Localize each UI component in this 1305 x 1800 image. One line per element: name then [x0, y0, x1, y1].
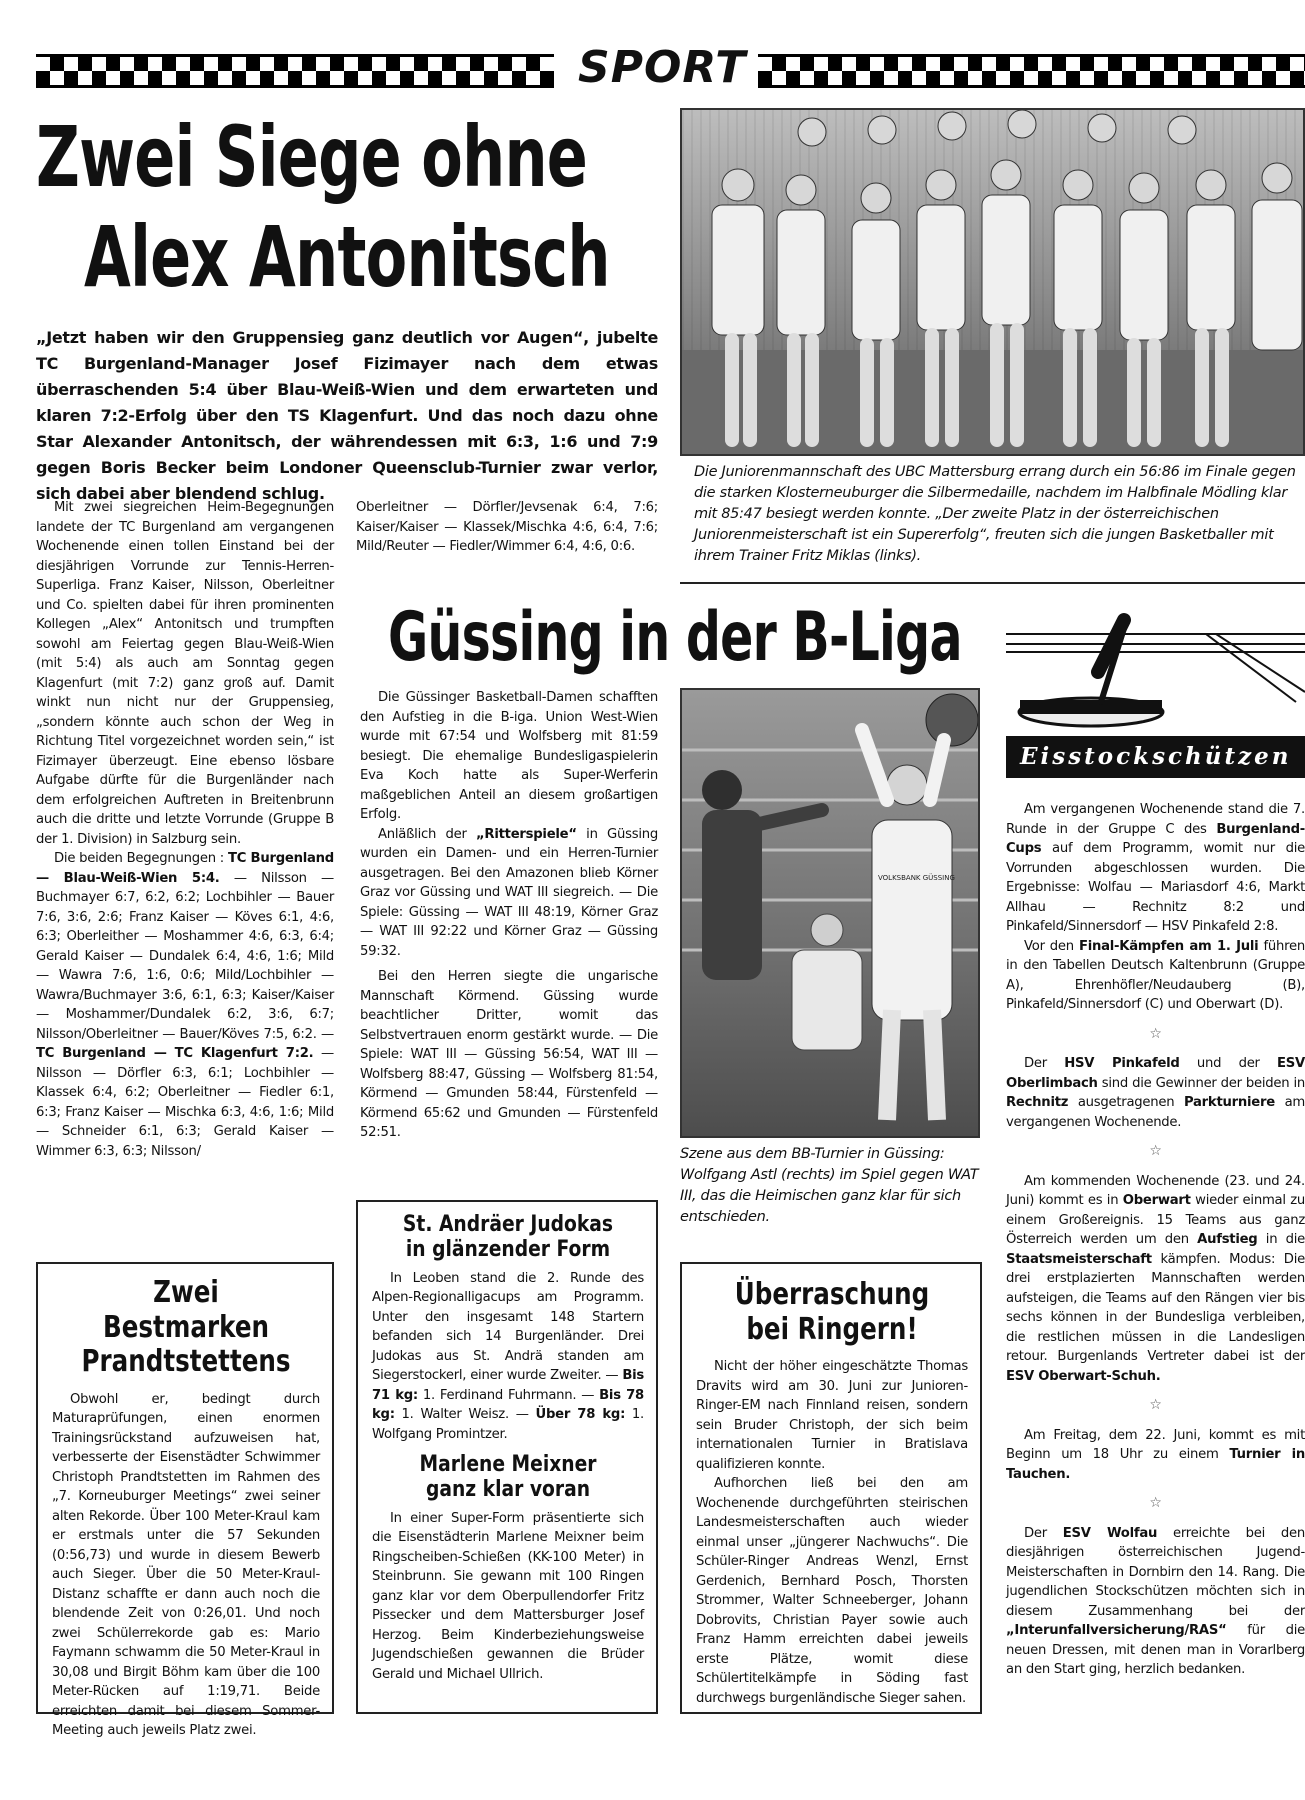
- main-p2-results1: — Nilsson — Buchmayer 6:7, 6:2, 6:2; Lochbihler — Bauer 7:6, 3:6, 2:6; Franz Kaiser — Köves 6:1, 4:6, 6:3; Oberleither — Moshammer 4:6, 6:3, 6:4; Gerald Kaiser — Dundalek 6:4, 4:6, 1:6; Mild — Wawra 7:6, 1:6, 0:6; Mild/Lochbihler — Wawra/Buchmayer 3:6, 6:1, 6:3; Kaiser/Kaiser — Moshammer/Dundalek 6:2, 3:6, 6:7; Nilsson/Oberleitner — Bauer/Köves 7:5, 6:2. —: [36, 870, 334, 1042]
- eisstock-p4-c: in die: [1257, 1232, 1305, 1247]
- eisstock-p5-bold: Turnier in Tauchen.: [1006, 1447, 1305, 1482]
- star-separator-3: ☆: [1149, 1397, 1162, 1413]
- eisstock-p3-bold1: HSV Pinkafeld: [1064, 1056, 1180, 1071]
- star-separator-1: ☆: [1149, 1025, 1162, 1042]
- eisstock-p3-e: am vergangenen Wochenende.: [1006, 1095, 1305, 1130]
- jersey-text: VOLKSBANK GÜSSING: [878, 874, 955, 882]
- main-lead: „Jetzt haben wir den Gruppensieg ganz deutlich vor Augen“, jubelte TC Burgenland-Manager Josef Fizimayer nach dem etwas überraschenden 5:4 über Blau-Weiß-Wien und dem erwarteten und klaren 7:2-Erfolg über den TS Klagenfurt. Und das noch dazu ohne Star Alexander Antonitsch, der währendessen mit 6:3, 1:6 und 7:9 gegen Boris Becker beim Londoner Queensclub-Turnier zwar verlor, sich dabei aber blendend schlug.: [36, 328, 658, 503]
- eisstock-p4-bold3: Staatsmeisterschaft: [1006, 1251, 1152, 1267]
- bestmarken-text: Obwohl er, bedingt durch Maturaprüfungen, einen enormen Trainingsrückstand aufzuweisen hat, verbesserte der Eisenstädter Schwimmer Christoph Prandtstetten im Rahmen des „7. Korneuburger Meetings“ zwei seiner alten Rekorde. Über 100 Meter-Kraul kam er erstmals unter die 57 Sekunden (0:56,73) und wurde in diesem Bewerb auch Sieger. Über die 50 Meter-Kraul-Distanz schaffte er dann auch noch die blendende Zeit von 0:26,01. Und noch zwei Schülerrekorde gab es: Mario Faymann schwamm die 50 Meter-Kraul in 30,08 und Birgit Böhm kam über die 100 Meter-Rücken auf 1:19,71. Beide erreichten damit bei diesem Sommer-Meeting auch jeweils Platz zwei.: [52, 1391, 320, 1738]
- judokas-text: [372, 1269, 644, 1445]
- eisstock-p2-a: Vor den: [1024, 938, 1079, 954]
- eisstock-p5-a: Am Freitag, dem 22. Juni, kommt es mit Beginn um 18 Uhr zu einem: [1006, 1427, 1305, 1462]
- main-headline-line1: Zwei Siege ohne: [36, 108, 588, 206]
- eisstock-paragraph-6: [1006, 1524, 1305, 1680]
- eisstock-p4-bold4: ESV Oberwart-Schuh.: [1006, 1368, 1161, 1384]
- judokas-text-d: 1. Wolfgang Promintzer.: [372, 1407, 644, 1442]
- main-headline-line2: Alex Antonitsch: [84, 208, 610, 306]
- bestmarken-box: [36, 1262, 334, 1738]
- eisstock-p1-b: auf dem Programm, womit nur die Vorrunden abgeschlossen wurden. Die Ergebnisse: Wolfau — Mariasdorf 4:6, Markt Allhau — Rechnitz 8:2 und Pinkafeld/Sinnersdorf — HSV Pinkafeld 2:8.: [1006, 841, 1305, 934]
- judokas-headline-2: in glänzender Form: [405, 1237, 611, 1263]
- checkered-band-left: [36, 54, 554, 88]
- judokas-headline-1: St. Andräer Judokas: [402, 1212, 614, 1237]
- ringer-headline-1: Überraschung: [734, 1277, 930, 1312]
- ringer-paragraph-2: Aufhorchen ließ bei den am Wochenende durchgeführten steirischen Landesmeisterschaften auch wieder einmal unser „jüngerer Nachwuchs“. Die Schüler-Ringer Andreas Wenzl, Ernst Gerdenich, Bernhard Posch, Thorsten Strommer, Walter Schneeberger, Johann Dobrovits, Christian Payer sowie auch Franz Hamm erreichten dabei jeweils erste Plätze, womit diese Schülertitelkämpfe in Söding fast durchwegs burgenländische Sieger sahen.: [696, 1476, 968, 1706]
- eisstock-paragraph-2: [1006, 937, 1305, 1015]
- guessing-paragraph-1: Die Güssinger Basketball-Damen schafften den Aufstieg in die B-iga. Union West-Wien wurde mit 67:54 und Wolfsberg mit 81:59 besiegt. Die ehemalige Bundesligaspielerin Eva Koch hatte als Super-Werferin maßgeblichen Anteil an diesem großartigen Erfolg.: [360, 690, 658, 822]
- guessing-paragraph-3: Bei den Herren siegte die ungarische Mannschaft Körmend. Güssing wurde beachtlicher Dritter, womit das Selbstvertrauen enorm gestärkt wurde. — Die Spiele: WAT III — Güssing 56:54, WAT III — Wolfsberg 88:47, Güssing — Wolfsberg 81:54, Körmend — Gmunden 58:44, Fürstenfeld — Körmend 65:62 und Gmunden — Fürstenfeld 52:51.: [360, 969, 658, 1140]
- basketball-photo-caption: Szene aus dem BB-Turnier in Güssing: Wolfgang Astl (rechts) im Spiel gegen WAT III, das die Heimischen ganz klar für sich entschieden.: [680, 1146, 979, 1225]
- ringer-box: [680, 1262, 982, 1714]
- main-paragraph-1: Mit zwei siegreichen Heim-Begegnungen landete der TC Burgenland am vergangenen Wochenende einen tollen Einstand bei der diesjährigen Vorrunde zur Tennis-Herren-Superliga. Franz Kaiser, Nilsson, Oberleitner und Co. spielten dabei für ihren prominenten Kollegen „Alex“ Antonitsch und trumpften sowohl am Feiertag gegen Blau-Weiß-Wien (mit 5:4) als auch am Sonntag gegen Klagenfurt (mit 7:2) ganz groß auf. Damit winkt nun nicht nur der Gruppensieg, „sondern könnte auch schon der Weg in Richtung Titel vorgezeichnet worden sein,“ ist Fizimayer überzeugt. Eine ebenso lösbare Aufgabe dürfte für die Burgenländer nach dem erfolgreichen Auftreten in Breitenbrunn auch die dritte und letzte Vorrunde (Gruppe B der 1. Division) in Salzburg sein.: [36, 500, 334, 847]
- main-p2-match1: TC Burgenland — Blau-Weiß-Wien 5:4.: [36, 851, 334, 886]
- judokas-text-a: In Leoben stand die 2. Runde des Alpen-Regionalligacups am Programm. Unter den insgesamt 148 Startern befanden sich 14 Burgenländer. Drei Judokas aus St. Andrä standen am Siegerstockerl, einer wurde Zweiter. —: [372, 1270, 644, 1384]
- basketball-photo-figures: [682, 690, 980, 1138]
- eisstock-p1-a: Am vergangenen Wochenende stand die 7. Runde in der Gruppe C des: [1006, 802, 1305, 837]
- main-paragraph-cont: Oberleitner — Dörfler/Jevsenak 6:4, 7:6; Kaiser/Kaiser — Klassek/Mischka 4:6, 6:4, 7:6; Mild/Reuter — Fiedler/Wimmer 6:4, 4:6, 0:6.: [356, 500, 658, 554]
- eisstock-p3-bold2: ESV Oberlimbach: [1006, 1056, 1305, 1091]
- main-paragraph-2: [36, 849, 334, 1161]
- eisstock-paragraph-5: [1006, 1426, 1305, 1485]
- star-separator-2: ☆: [1149, 1143, 1162, 1159]
- eisstock-p4-bold1: Oberwart: [1122, 1193, 1191, 1208]
- eisstock-p3-bold4: Parkturniere: [1183, 1095, 1275, 1110]
- meixner-headline-1: Marlene Meixner: [419, 1452, 597, 1478]
- guessing-p2-b: in Güssing wurden ein Damen- und ein Herren-Turnier ausgetragen. Bei den Amazonen blieb Körner Graz vor Güssing und WAT III siegreich. — Die Spiele: Güssing — WAT III 48:19, Körner Graz — WAT III 92:22 und Körner Graz — Güssing 59:32.: [360, 826, 658, 959]
- guessing-paragraph-2: [360, 825, 658, 962]
- main-p2-results2: — Nilsson — Dörfler 6:3, 6:1; Lochbihler — Klassek 6:4, 6:2; Oberleitner — Fiedler 6:1, 6:3; Franz Kaiser — Mischka 6:3, 4:6, 1:6; Mild — Schneider 6:1, 6:3; Gerald Kaiser — Wimmer 6:3, 6:3; Nilsson/: [36, 1046, 334, 1159]
- team-photo-caption: Die Juniorenmannschaft des UBC Mattersburg errang durch ein 56:86 im Finale gegen die starken Klosterneuburger die Silbermedaille, nachdem im Halbfinale Mödling klar mit 85:47 besiegt werden konnte. „Der zweite Platz in der österreichischen Juniorenmeisterschaft ist ein Supererfolg“, freuten sich die jungen Basketballer mit ihrem Trainer Fritz Miklas (links).: [694, 464, 1296, 564]
- eisstock-drawing: [1006, 612, 1305, 732]
- eisstock-p4-a: Am kommenden Wochenende (23. und 24. Juni) kommt es in: [1006, 1173, 1305, 1208]
- main-body-col1: [36, 498, 334, 1161]
- judokas-bold-3: Über 78 kg:: [535, 1407, 626, 1423]
- eisstock-p6-a: Der: [1024, 1525, 1063, 1541]
- eisstock-p3-a: Der: [1024, 1056, 1065, 1071]
- bestmarken-headline-2: Prandtstettens: [81, 1344, 291, 1379]
- meixner-headline-2: ganz klar voran: [425, 1477, 591, 1503]
- eisstock-p6-bold1: ESV Wolfau: [1062, 1525, 1158, 1541]
- eisstock-p4-bold2: Aufstieg: [1197, 1232, 1258, 1247]
- eisstock-body: [1006, 800, 1305, 1680]
- guessing-body: [360, 688, 658, 1143]
- bestmarken-headline-1: Zwei Bestmarken: [102, 1275, 270, 1345]
- eisstock-p3-bold3: Rechnitz: [1006, 1095, 1069, 1110]
- judokas-box: [356, 1200, 658, 1714]
- eisstock-banner: Eisstockschützen: [1006, 736, 1305, 778]
- guessing-p2-bold: „Ritterspiele“: [476, 826, 577, 842]
- eisstock-p4-b: wieder einmal zu einem Großereignis. 15 Teams aus ganz Österreich werden um den: [1006, 1193, 1305, 1247]
- team-photo: [680, 108, 1305, 456]
- basketball-photo: [680, 688, 980, 1138]
- eisstock-illustration: [1006, 612, 1305, 732]
- main-body-col2: [356, 498, 658, 557]
- section-label: SPORT: [578, 42, 747, 93]
- judokas-text-c: 1. Walter Weisz. —: [394, 1407, 536, 1423]
- main-p2-intro: Die beiden Begegnungen :: [54, 851, 228, 866]
- judokas-text-b: 1. Ferdinand Fuhrmann. —: [417, 1387, 600, 1403]
- guessing-p2-a: Anläßlich der: [378, 826, 476, 842]
- eisstock-p6-bold2: „Interunfallversicherung/RAS“: [1006, 1623, 1227, 1638]
- eisstock-p4-d: kämpfen. Modus: Die drei erstplazierten Mannschaften werden aufsteigen, die Teams auf den Rängen vier bis sechs können in der Bundesliga verbleiben, die restlichen müssen in die Landesligen retour. Burgenlands Vertreter dabei ist der: [1006, 1251, 1305, 1364]
- eisstock-p2-b: führen in den Tabellen Deutsch Kaltenbrunn (Gruppe A), Ehrenhöfler/Neudauberg (B), Pinkafeld/Sinnersdorf (C) und Oberwart (D).: [1006, 938, 1305, 1012]
- caption-rule: [680, 582, 1305, 584]
- main-p2-match2: TC Burgenland — TC Klagenfurt 7:2.: [36, 1046, 314, 1061]
- star-separator-4: ☆: [1149, 1495, 1162, 1511]
- eisstock-p6-b: erreichte bei den diesjährigen österreichischen Jugend-Meisterschaften in Dornbirn den 14. Rang. Die jugendlichen Stockschützen möchten sich in diesem Zusammenhang bei der: [1006, 1525, 1305, 1619]
- eisstock-paragraph-3: [1006, 1054, 1305, 1132]
- eisstock-paragraph-4: [1006, 1172, 1305, 1387]
- eisstock-p3-d: ausgetragenen: [1068, 1095, 1184, 1110]
- meixner-text: In einer Super-Form präsentierte sich die Eisenstädterin Marlene Meixner beim Ringscheiben-Schießen (KK-100 Meter) in Steinbrunn. Sie gewann mit 100 Ringen ganz klar vor dem Oberpullendorfer Fritz Pissecker und dem Mattersburger Josef Herzog. Beim Kinderbeziehungsweise Jugendschießen gewannen die Brüder Gerald und Michael Ullrich.: [372, 1510, 644, 1682]
- eisstock-p2-bold: Final-Kämpfen am 1. Juli: [1078, 938, 1259, 954]
- eisstock-p3-c: sind die Gewinner der beiden in: [1097, 1075, 1305, 1091]
- ringer-paragraph-1: Nicht der höher eingeschätzte Thomas Dravits wird am 30. Juni zur Junioren-Ringer-EM nach Finnland reisen, sondern sein Bruder Christoph, der sich beim internationalen Turnier in Bratislava qualifizieren konnte.: [696, 1359, 968, 1472]
- eisstock-p6-c: für die neuen Dressen, mit denen man in Vorarlberg an den Start ging, herzlich bedanken.: [1006, 1623, 1305, 1677]
- eisstock-p1-bold: Burgenland-Cups: [1006, 821, 1305, 856]
- judokas-bold-2: Bis 78 kg:: [372, 1387, 644, 1423]
- judokas-bold-1: Bis 71 kg:: [372, 1368, 644, 1403]
- eisstock-p3-b: und der: [1179, 1056, 1278, 1071]
- team-photo-figures: [682, 110, 1305, 456]
- eisstock-paragraph-1: [1006, 800, 1305, 937]
- checkered-band-right: [758, 54, 1305, 88]
- ringer-headline-2: bei Ringern!: [746, 1311, 918, 1347]
- guessing-headline: Güssing in der B-Liga: [388, 598, 962, 677]
